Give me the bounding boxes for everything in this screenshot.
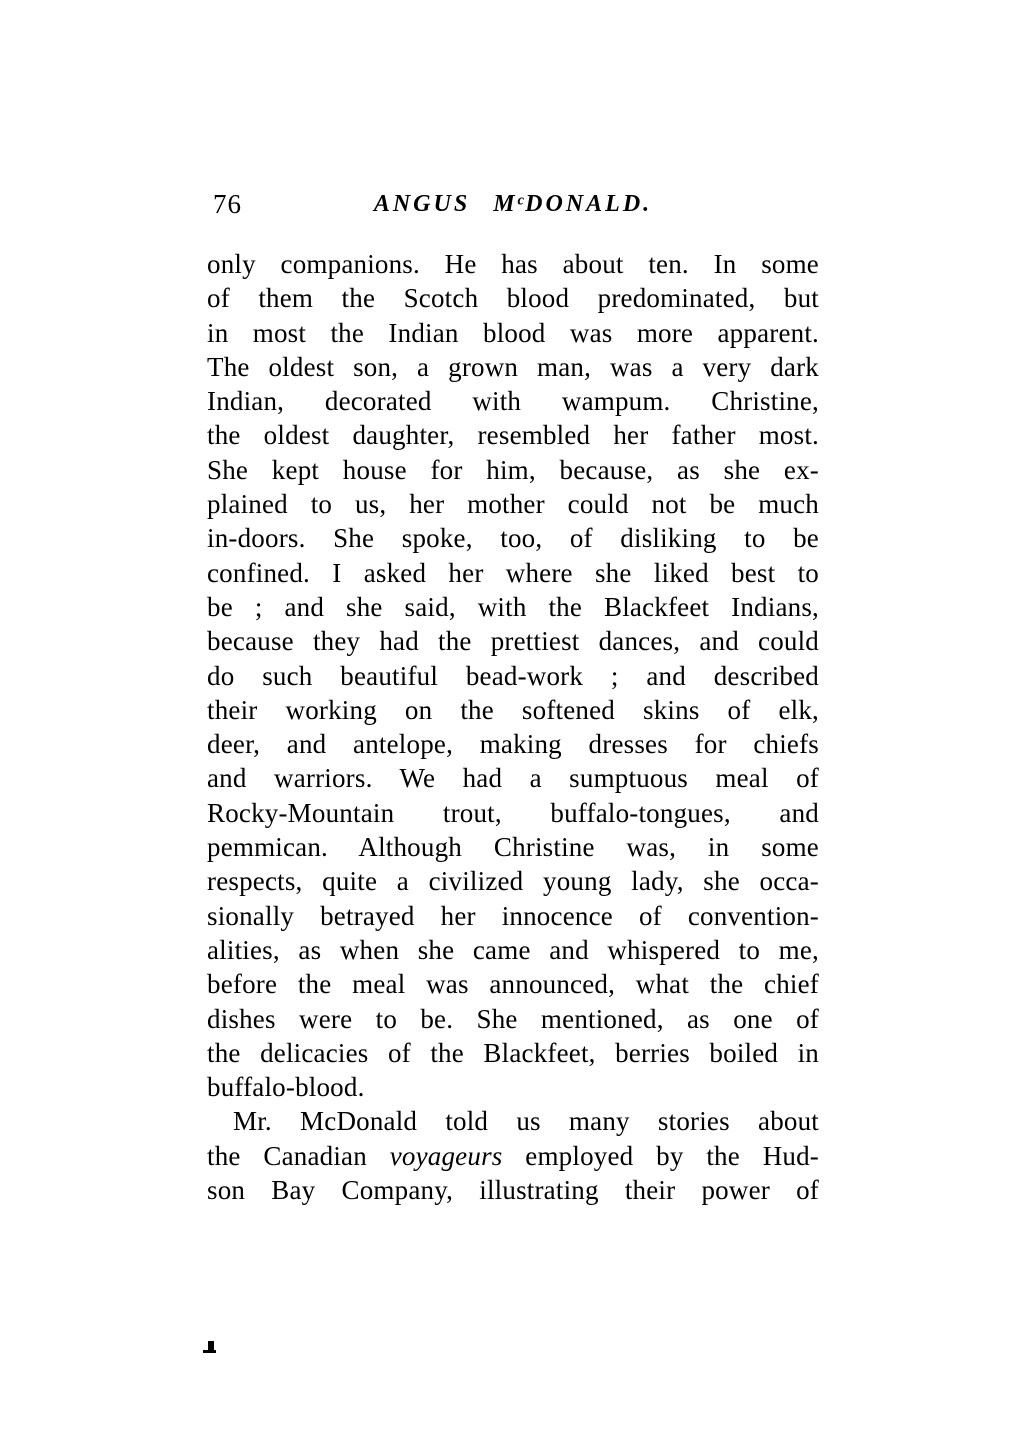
text-line: The oldest son, a grown man, was a very dark: [207, 351, 819, 382]
text-line-paragraph-start: Mr. McDonald told us many stories about: [233, 1106, 819, 1137]
text-line: buffalo-blood.: [207, 1072, 365, 1103]
text-line: dishes were to be. She mentioned, as one of: [207, 1003, 819, 1034]
text-line: son Bay Company, illustrating their power of: [207, 1175, 819, 1206]
text-line-post: employed by the Hud-: [502, 1140, 819, 1171]
running-title-pre: ANGUS M: [373, 191, 518, 217]
text-line: the oldest daughter, resembled her father most.: [207, 420, 819, 451]
text-line: in most the Indian blood was more apparent.: [207, 317, 819, 348]
text-line-pre: the Canadian: [207, 1140, 390, 1171]
text-line: pemmican. Although Christine was, in some: [207, 832, 819, 863]
text-line: She kept house for him, because, as she ex-: [207, 454, 819, 485]
text-line: deer, and antelope, making dresses for chiefs: [207, 729, 819, 760]
text-line: because they had the prettiest dances, and could: [207, 626, 819, 657]
text-line: do such beautiful bead-work ; and described: [207, 660, 819, 691]
text-line: Rocky-Mountain trout, buffalo-tongues, and: [207, 797, 819, 828]
text-line: respects, quite a civilized young lady, she occa-: [207, 866, 819, 897]
text-line: only companions. He has about ten. In some: [207, 249, 819, 279]
text-line: the delicacies of the Blackfeet, berries boiled in: [207, 1037, 819, 1068]
text-line: of them the Scotch blood predominated, but: [207, 283, 819, 314]
text-line: be ; and she said, with the Blackfeet Indians,: [207, 591, 819, 622]
text-line: in-doors. She spoke, too, of disliking to be: [207, 523, 819, 554]
text-line: confined. I asked her where she liked best to: [207, 557, 819, 588]
text-line: before the meal was announced, what the chief: [207, 969, 819, 1000]
running-title-post: DONALD.: [525, 191, 653, 217]
printers-mark-bar: [203, 1350, 216, 1353]
text-line-italic-word: voyageurs: [389, 1140, 503, 1171]
running-title: [207, 188, 819, 218]
text-line: sionally betrayed her innocence of convention-: [207, 900, 819, 931]
text-line: their working on the softened skins of elk,: [207, 694, 819, 725]
text-line: alities, as when she came and whispered to me,: [207, 934, 819, 965]
printers-mark-top: [208, 1341, 214, 1350]
body-text: [207, 247, 819, 1207]
text-line: Indian, decorated with wampum. Christine,: [207, 386, 819, 417]
running-title-superscript: c: [517, 192, 526, 209]
text-line: plained to us, her mother could not be much: [207, 489, 819, 520]
text-line: and warriors. We had a sumptuous meal of: [207, 763, 819, 794]
text-line: [207, 1139, 819, 1173]
page-number: 76: [213, 189, 242, 219]
printers-mark: [203, 1341, 217, 1354]
page-header: [207, 188, 819, 220]
